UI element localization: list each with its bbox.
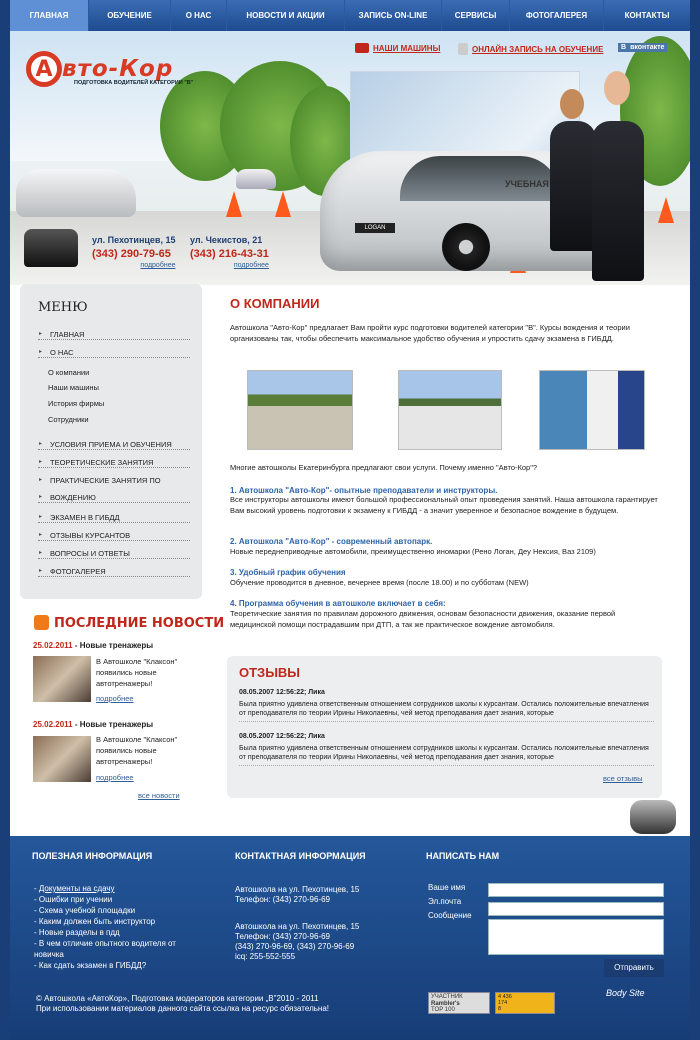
news-headline[interactable]: - Новые тренажеры xyxy=(72,641,154,650)
copyright xyxy=(36,994,329,1014)
news-image[interactable] xyxy=(33,736,91,782)
review-date: 08.05.2007 12:56:22; Лика xyxy=(239,733,325,740)
traffic-cone-icon xyxy=(658,197,674,223)
banner-person-woman xyxy=(550,121,596,251)
review-text: Была приятно удивлена ответственным отношением сотрудников школы к курсантам. Остались положительные впечатления от преподавателя по теории Ирины Николаевны, чей метод преподавания дает знания, которые xyxy=(239,700,654,722)
menu-title: МЕНЮ xyxy=(38,300,88,315)
car-plate: LOGAN xyxy=(355,223,395,233)
telephone-icon xyxy=(24,229,78,267)
why-text: Многие автошколы Екатеринбурга предлагают свои услуги. Почему именно "Авто-Кор"? xyxy=(230,463,538,472)
email-field[interactable] xyxy=(488,902,664,916)
traffic-cone-icon xyxy=(226,191,242,217)
traffic-cone-icon xyxy=(275,191,291,217)
logo-text: вто-Кор xyxy=(62,56,174,82)
footer-contact-2 xyxy=(235,922,359,962)
car-key-icon xyxy=(630,800,676,834)
news-item-date xyxy=(33,641,153,650)
contact-block-2 xyxy=(190,235,269,269)
car-wheel-icon xyxy=(442,223,490,271)
nav-item-about[interactable]: О НАС xyxy=(171,0,227,31)
all-news-link[interactable]: все новости xyxy=(138,791,180,800)
section-text: Все инструкторы автошколы имеют большой профессиональный опыт проведения занятий. Наша автошкола гарантирует Вам высокий уровень подготовки к экзамену к ГИБДД - а значит уверенное и безопасное вождение в будущем. xyxy=(230,495,658,515)
counter-brand: Rambler's xyxy=(431,1000,460,1007)
vk-icon: В xyxy=(621,44,627,51)
nav-item-contacts[interactable]: КОНТАКТЫ xyxy=(624,11,670,20)
submenu-item-staff[interactable]: Сотрудники xyxy=(48,415,89,424)
sidebar-item-admission[interactable]: ▸ УСЛОВИЯ ПРИЕМА И ОБУЧЕНИЯ xyxy=(38,440,190,450)
submenu-item-history[interactable]: История фирмы xyxy=(48,399,105,408)
contact-block-1 xyxy=(92,235,175,269)
rss-icon[interactable] xyxy=(34,615,49,630)
footer-contact-line: Автошкола на ул. Пехотинцев, 15 xyxy=(235,922,360,931)
contact-more-link[interactable]: подробнее xyxy=(233,262,269,269)
contact-address: ул. Пехотинцев, 15 xyxy=(92,235,176,245)
footer-link[interactable]: - Новые разделы в пдд xyxy=(34,928,120,937)
banner-person-head xyxy=(604,71,630,105)
contact-phone: (343) 216-43-31 xyxy=(190,248,269,260)
reviews-title: ОТЗЫВЫ xyxy=(239,665,301,680)
footer-link-label[interactable]: Как сдать экзамен в ГИБДД? xyxy=(38,961,147,970)
news-more-link[interactable]: подробнее xyxy=(96,773,134,782)
nav-item-online-signup[interactable]: ЗАПИСЬ ON-LINE xyxy=(345,0,442,31)
nav-item-gallery[interactable]: ФОТОГАЛЕРЕЯ xyxy=(510,0,604,31)
footer-useful-links xyxy=(34,883,194,971)
photo-classroom[interactable] xyxy=(539,370,645,450)
footer-link[interactable]: - Документы на сдачу xyxy=(34,884,115,893)
sidebar-item-home[interactable]: ▸ ГЛАВНАЯ xyxy=(38,330,190,340)
our-cars-label: НАШИ МАШИНЫ xyxy=(373,43,441,53)
contact-phone: (343) 290-79-65 xyxy=(92,248,171,260)
email-label: Эл.почта xyxy=(428,897,462,906)
section-heading: 1. Автошкола "Авто-Кор"- опытные преподаватели и инструкторы. xyxy=(230,486,498,495)
our-cars-link[interactable] xyxy=(355,43,440,53)
nav-item-training[interactable]: ОБУЧЕНИЕ xyxy=(89,0,171,31)
sidebar-menu xyxy=(20,284,202,599)
footer-link[interactable]: - Каким должен быть инструктор xyxy=(34,917,156,926)
vk-label: вконтакте xyxy=(630,44,665,51)
contact-address: ул. Чекистов, 21 xyxy=(190,235,263,245)
footer-link[interactable]: - В чем отличие опытного водителя от новичка xyxy=(34,939,176,959)
news-image[interactable] xyxy=(33,656,91,702)
banner-person-man xyxy=(592,121,644,281)
news-more-link[interactable]: подробнее xyxy=(96,694,134,703)
section-text: Теоретические занятия по правилам дорожного движения, основам безопасности движения, оказание первой медицинской помощи пострадавшим при ДТП, а так же практическое вождение автомобиля. xyxy=(230,609,616,629)
car-side-label: УЧЕБНАЯ xyxy=(505,179,549,189)
news-text: В Автошколе "Клаксон" появились новые автотренажеры! xyxy=(96,657,178,688)
name-label: Ваше имя xyxy=(428,883,466,892)
sidebar-item-reviews[interactable]: ▸ ОТЗЫВЫ КУРСАНТОВ xyxy=(38,531,190,541)
footer-link-label[interactable]: Каким должен быть инструктор xyxy=(38,917,156,926)
copyright-note: При использовании материалов данного сайта ссылка на ресурс обязательна! xyxy=(36,1004,329,1013)
car-icon xyxy=(355,43,369,53)
section-text: Обучение проводится в дневное, вечернее время (после 18.00) и по субботам (NEW) xyxy=(230,578,529,587)
sidebar-item-practice-cont[interactable]: ▸ ВОЖДЕНИЮ xyxy=(38,493,190,503)
footer-contact-line: Телефон: (343) 270-96-69 xyxy=(235,895,331,904)
sidebar-item-faq[interactable]: ▸ ВОПРОСЫ И ОТВЕТЫ xyxy=(38,549,190,559)
nav-item-services[interactable]: СЕРВИСЫ xyxy=(442,0,510,31)
section-text: Новые переднеприводные автомобили, преимущественно иномарки (Рено Логан, Деу Нексия, Ваз 2109) xyxy=(230,547,596,556)
footer-contact-line: (343) 270-96-69, (343) 270-96-69 xyxy=(235,942,355,951)
footer-contact-line: Телефон: (343) 270-96-69 xyxy=(235,932,331,941)
footer-contact-line: Автошкола на ул. Пехотинцев, 15 xyxy=(235,885,360,894)
sidebar-item-about[interactable]: ▸ О НАС xyxy=(38,348,190,358)
document-icon xyxy=(458,43,468,55)
footer-write-title: НАПИСАТЬ НАМ xyxy=(426,851,500,861)
footer-link[interactable]: - Как сдать экзамен в ГИБДД? xyxy=(34,961,147,970)
name-field[interactable] xyxy=(488,883,664,897)
news-date: 25.02.2011 xyxy=(33,641,73,650)
sidebar-item-gallery[interactable]: ▸ ФОТОГАЛЕРЕЯ xyxy=(38,567,190,577)
reviews-panel xyxy=(227,656,662,798)
counter-number: 4 436 xyxy=(498,994,512,1000)
footer-link[interactable]: - Ошибки при учении xyxy=(34,895,113,904)
logo-subtitle: ПОДГОТОВКА ВОДИТЕЛЕЙ КАТЕГОРИИ "В" xyxy=(74,80,194,86)
sidebar-item-practice[interactable]: ▸ ПРАКТИЧЕСКИЕ ЗАНЯТИЯ ПО xyxy=(38,476,190,485)
section-heading: 3. Удобный график обучения xyxy=(230,568,346,577)
footer-link-label[interactable]: Документы на сдачу xyxy=(38,884,115,893)
sidebar-item-exam[interactable]: ▸ ЭКЗАМЕН В ГИБДД xyxy=(38,513,190,523)
footer-link-label[interactable]: В чем отличие опытного водителя от новичка xyxy=(34,939,176,959)
footer-useful-title: ПОЛЕЗНАЯ ИНФОРМАЦИЯ xyxy=(32,851,153,861)
banner-person-head xyxy=(560,89,584,119)
site-logo[interactable] xyxy=(26,51,194,87)
review-text: Была приятно удивлена ответственным отношением сотрудников школы к курсантам. Остались положительные впечатления от преподавателя по теории Ирины Николаевны, чей метод преподавания дает знания, которые xyxy=(239,744,654,766)
footer-contact-1 xyxy=(235,885,359,905)
online-signup-link[interactable] xyxy=(458,43,603,55)
logo-letter: А xyxy=(26,51,62,87)
news-text: В Автошколе "Клаксон" появились новые автотренажеры! xyxy=(96,735,178,766)
copyright-line: © Автошкола «АвтоКор», Подготовка модераторов категории „В"2010 - 2011 xyxy=(36,994,319,1003)
footer-link-label[interactable]: Ошибки при учении xyxy=(38,895,113,904)
nav-item-home[interactable]: ГЛАВНАЯ xyxy=(10,0,89,31)
footer-link[interactable]: - Схема учебной площадки xyxy=(34,906,136,915)
nav-item-news[interactable]: НОВОСТИ И АКЦИИ xyxy=(227,0,345,31)
footer-link-label[interactable]: Схема учебной площадки xyxy=(38,906,136,915)
review-date: 08.05.2007 12:56:22; Лика xyxy=(239,689,325,696)
news-title: ПОСЛЕДНИЕ НОВОСТИ xyxy=(54,616,225,631)
footer-contact-title: КОНТАКТНАЯ ИНФОРМАЦИЯ xyxy=(235,851,366,861)
message-field[interactable] xyxy=(488,919,664,955)
submenu-item-cars[interactable]: Наши машины xyxy=(48,383,99,392)
news-date: 25.02.2011 xyxy=(33,720,73,729)
message-label: Сообщение xyxy=(428,911,472,920)
footer xyxy=(10,836,690,1040)
submenu-item-company[interactable]: О компании xyxy=(48,368,90,377)
counter-number: 174 xyxy=(498,1000,508,1006)
banner-tiny-car xyxy=(236,169,276,189)
photo-driving-area[interactable] xyxy=(247,370,353,450)
photo-car-fleet[interactable] xyxy=(398,370,502,450)
stats-counter[interactable] xyxy=(495,992,555,1014)
news-item-date xyxy=(33,720,153,729)
banner-small-car xyxy=(16,169,136,217)
rambler-counter[interactable] xyxy=(428,992,490,1014)
intro-text: Автошкола "Авто-Кор" предлагает Вам пройти курс подготовки водителей категории "В". Курсы вождения и теории организованы так, чтобы обеспечить максимальное удобство обучения и упростить сдачу экзамена в ГИБДД. xyxy=(230,323,630,343)
footer-contact-line: icq: 255-552-555 xyxy=(235,952,296,961)
top-navigation xyxy=(10,0,690,31)
section-heading: 2. Автошкола "Авто-Кор" - современный автопарк. xyxy=(230,537,433,546)
counter-top: TOP 100 xyxy=(431,1007,455,1013)
online-signup-label: ОНЛАЙН ЗАПИСЬ НА ОБУЧЕНИЕ xyxy=(472,44,604,54)
send-button[interactable]: Отправить xyxy=(604,959,664,977)
counter-number: 8 xyxy=(498,1006,502,1012)
footer-link-label[interactable]: Новые разделы в пдд xyxy=(38,928,120,937)
news-headline[interactable]: - Новые тренажеры xyxy=(72,720,154,729)
bodysite-logo[interactable]: Body Site xyxy=(606,988,645,998)
page-title: О КОМПАНИИ xyxy=(230,296,320,311)
all-reviews-link[interactable]: все отзывы xyxy=(603,774,643,783)
contact-more-link[interactable]: подробнее xyxy=(140,262,176,269)
section-heading: 4. Программа обучения в автошколе включает в себя: xyxy=(230,599,446,608)
sidebar-item-theory[interactable]: ▸ ТЕОРЕТИЧЕСКИЕ ЗАНЯТИЯ xyxy=(38,458,190,468)
vk-link[interactable] xyxy=(618,43,667,52)
counter-label: УЧАСТНИК xyxy=(431,994,463,1000)
